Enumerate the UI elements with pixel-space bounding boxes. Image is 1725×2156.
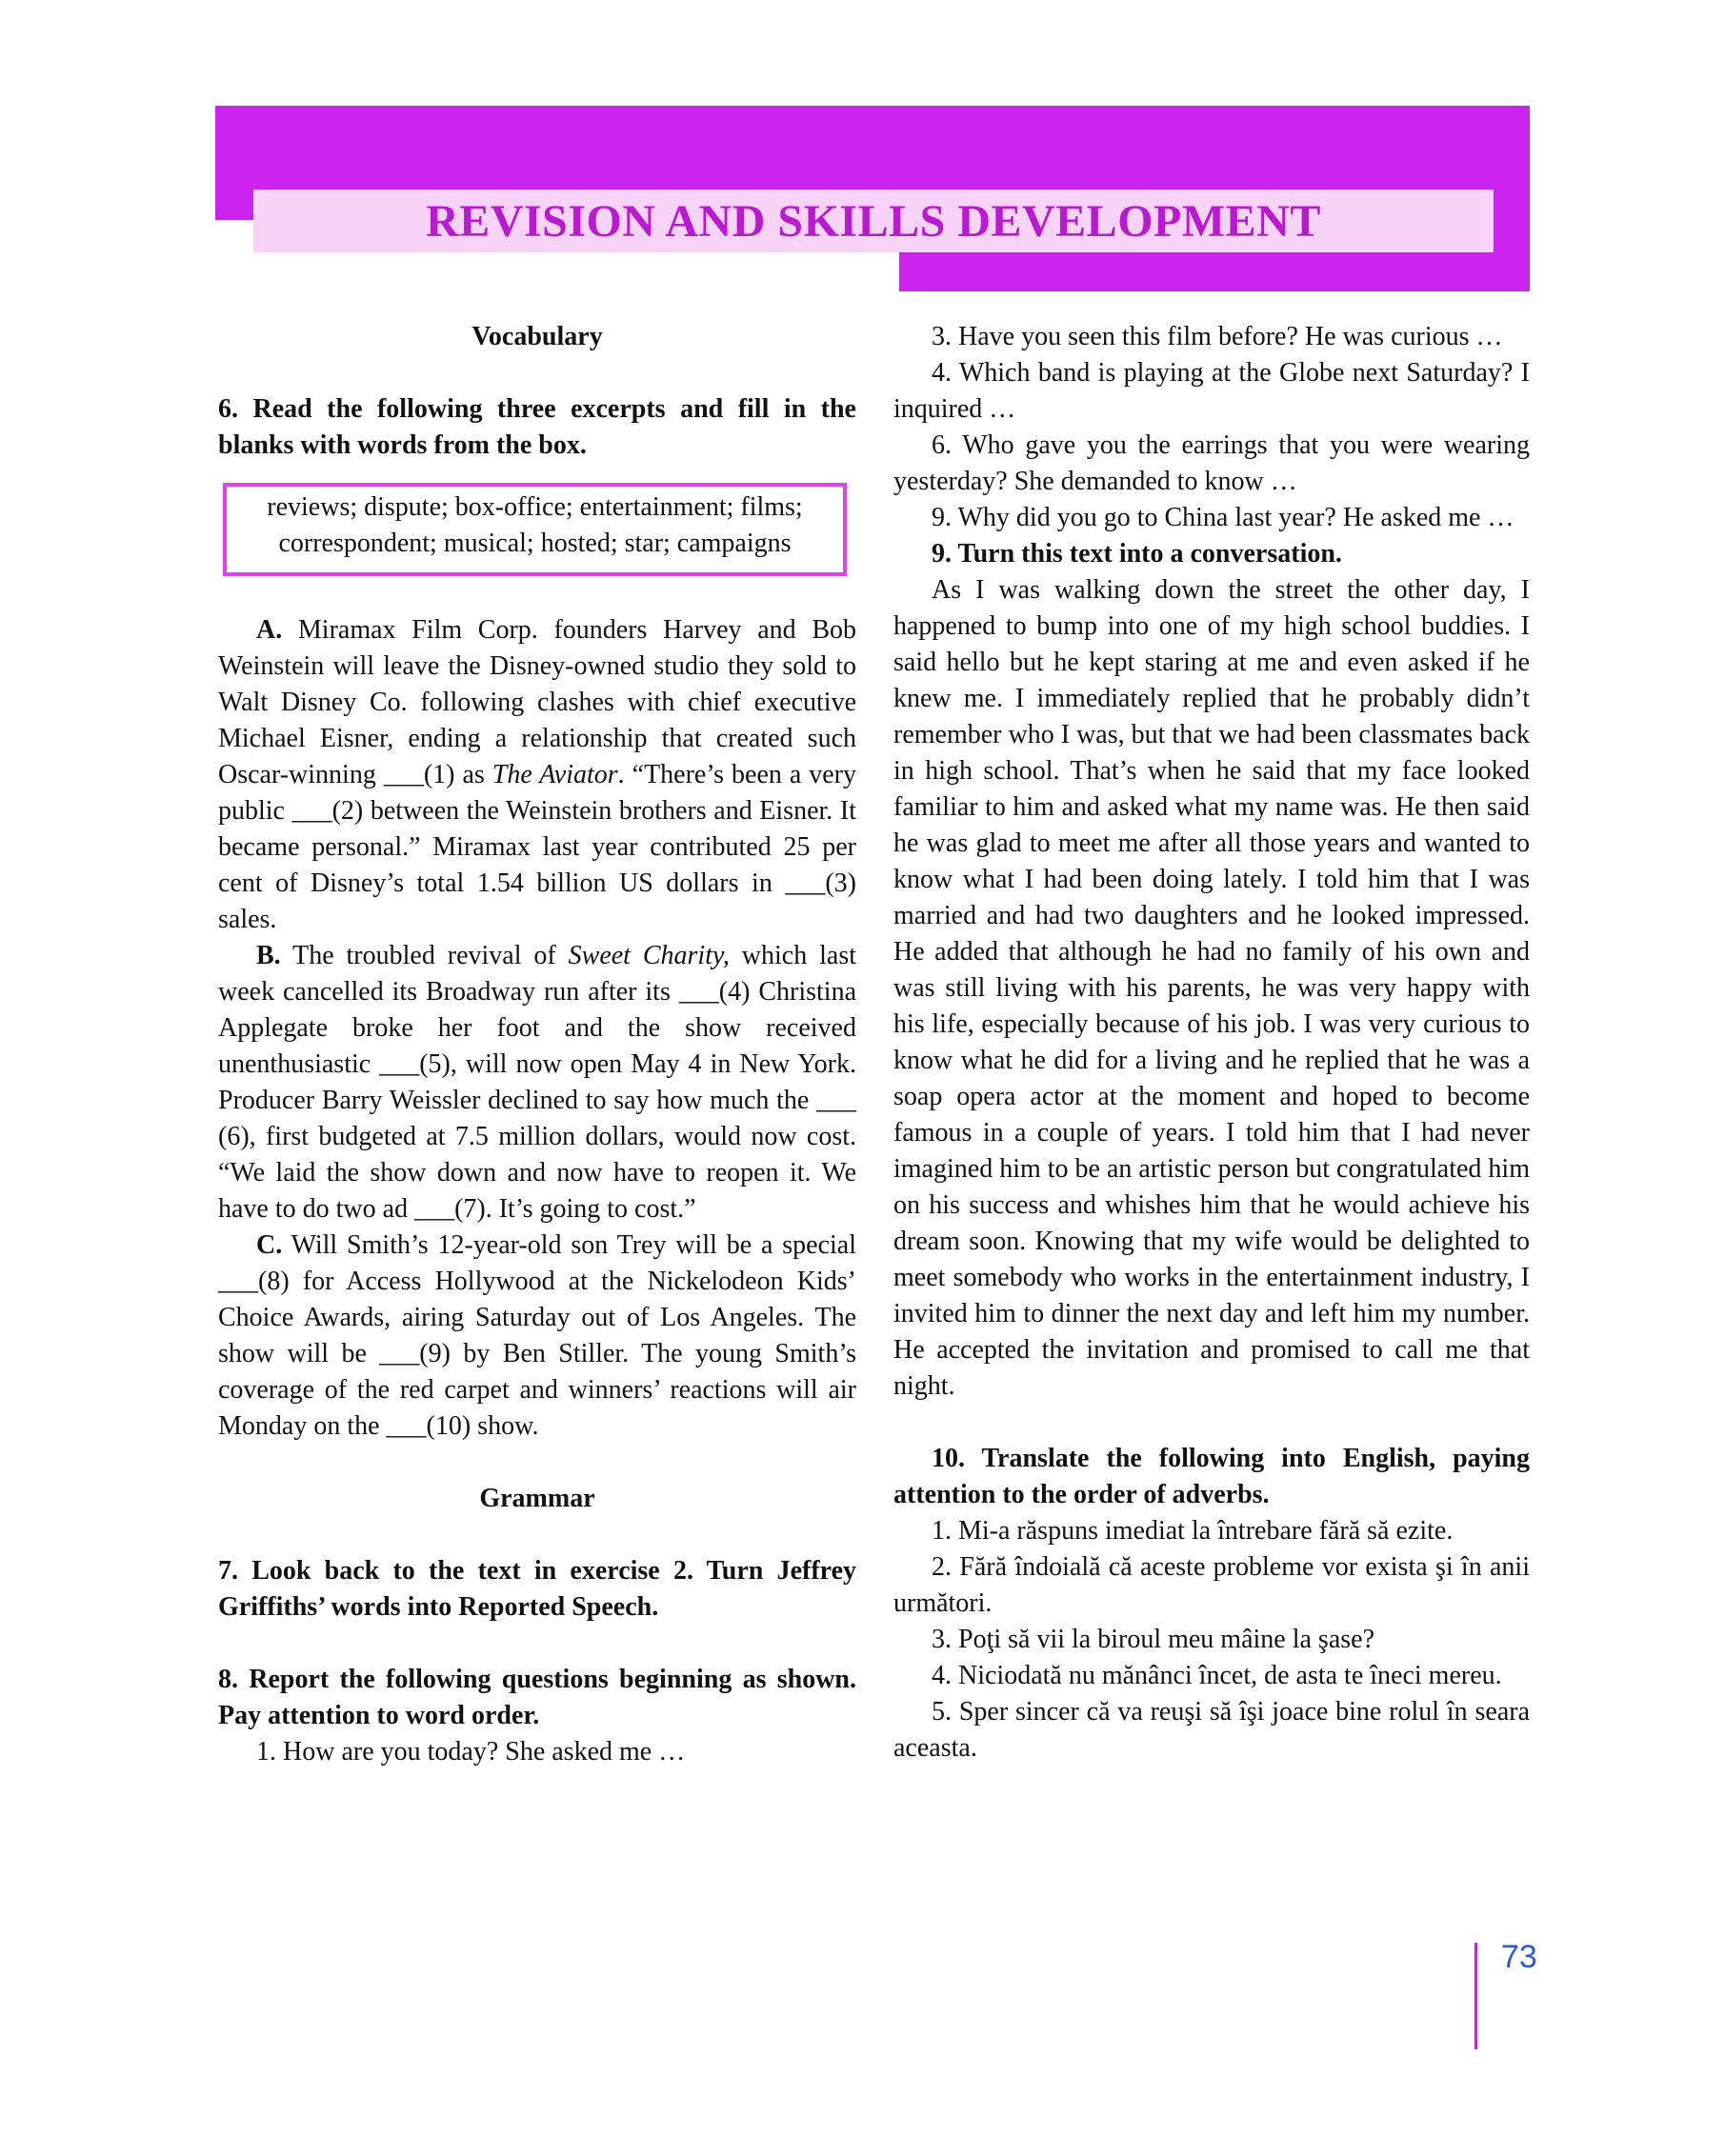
task-7-instruction: 7. Look back to the text in exercise 2. Turn Jeffrey Griffiths’ words into Reported Speech. <box>218 1556 856 1622</box>
spacer <box>218 1517 856 1553</box>
page-title: REVISION AND SKILLS DEVELOPMENT <box>426 195 1321 247</box>
translation-item-4: 4. Niciodată nu mănânci încet, de asta te îneci mereu. <box>932 1661 1502 1690</box>
excerpt-c-label: C. <box>256 1230 283 1260</box>
translation-item-1: 1. Mi-a răspuns imediat la întrebare fără să ezite. <box>932 1516 1454 1546</box>
title-band <box>253 190 1494 252</box>
excerpt-a-film-title: The Aviator <box>491 760 618 789</box>
grammar-heading: Grammar <box>479 1484 595 1513</box>
excerpt-b-text-2: which last week cancelled its Broadway run after its ___(4) Christina Applegate broke her foot and the show received unenthusiastic ___(5), will now open May 4 in New York. Producer Barry Weissler declined to say how much the ___ (6), first budgeted at 7.5 million dollars, would now cost. “We laid the show down and now have to reopen it. We have to do two ad ___(7). It’s going to cost.” <box>218 941 857 1224</box>
excerpt-b-text: The troubled revival of <box>280 941 569 970</box>
word-box-line-1: reviews; dispute; box-office; entertainment; films; <box>267 492 803 522</box>
question-6: 6. Who gave you the earrings that you were wearing yesterday? She demanded to know … <box>893 430 1530 496</box>
excerpt-b-show-title: Sweet Charity, <box>568 941 730 970</box>
task-6-instruction: 6. Read the following three excerpts and fill in the blanks with words from the box. <box>218 394 856 460</box>
question-9: 9. Why did you go to China last year? He asked me … <box>932 503 1514 532</box>
spacer <box>893 1405 1530 1441</box>
page-number-rule <box>1474 1943 1477 2049</box>
excerpt-b-label: B. <box>256 941 281 970</box>
question-3: 3. Have you seen this film before? He was curious … <box>932 322 1503 351</box>
spacer <box>218 355 856 391</box>
excerpt-a-text-2: . “There’s been a very public ___(2) between the Weinstein brothers and Eisner. It became personal.” Miramax last year contributed 25 per cent of Disney’s total 1.54 billion US dollars in ___(3) sales. <box>218 760 857 934</box>
excerpt-a-text: Miramax Film Corp. founders Harvey and Bob Weinstein will leave the Disney-owned studio they sold to Walt Disney Co. following clashes with chief executive Michael Eisner, ending a relationship that created such Oscar-winning ___(1) as <box>218 615 856 789</box>
spacer <box>218 1626 856 1662</box>
excerpt-a <box>218 612 856 938</box>
excerpt-a-label: A. <box>256 615 283 645</box>
word-box <box>223 483 847 576</box>
excerpt-c <box>218 1228 856 1445</box>
excerpt-c-text: Will Smith’s 12-year-old son Trey will be a special ___(8) for Access Hollywood at the Nickelodeon Kids’ Choice Awards, airing Saturday out of Los Angeles. The show will be ___(9) by Ben Stiller. The young Smith’s coverage of the red carpet and winners’ reactions will air Monday on the ___(10) show. <box>218 1230 856 1441</box>
task-9-instruction: 9. Turn this text into a conversation. <box>932 539 1342 569</box>
question-4: 4. Which band is playing at the Globe next Saturday? I inquired … <box>893 358 1530 424</box>
task-8-instruction: 8. Report the following questions beginning as shown. Pay attention to word order. <box>218 1665 856 1730</box>
left-column <box>218 319 856 1770</box>
translation-item-5: 5. Sper sincer că va reuşi să îşi joace bine rolul în seara aceasta. <box>893 1697 1530 1763</box>
right-column <box>893 319 1530 1767</box>
task-9-text: As I was walking down the street the other day, I happened to bump into one of my high school buddies. I said hello but he kept staring at me and even asked if he knew me. I immediately replied that he probably didn’t remember who I was, but that we had been classmates back in high school. That’s when he said that my face looked familiar to him and asked what my name was. He then said he was glad to meet me after all those years and wanted to know what I had been doing lately. I told him that I was married and had two daughters and he looked impressed. He added that although he had no family of his own and was still living with his parents, he was very happy with his life, especially because of his job. I was very curious to know what he did for a living and he replied that he was a soap opera actor at the moment and hoped to become famous in a couple of years. I told him that I had never imagined him to be an artistic person but congratulated him on his success and whishes him that he would achieve his dream soon. Knowing that my wife would be delighted to meet somebody who works in the entertainment industry, I invited him to dinner the next day and left him my number. He accepted the invitation and promised to call me that night. <box>893 575 1530 1401</box>
word-box-line-2: correspondent; musical; hosted; star; campaigns <box>278 529 792 558</box>
question-1: 1. How are you today? She asked me … <box>256 1737 686 1767</box>
translation-item-2: 2. Fără îndoială că aceste probleme vor exista şi în anii următori. <box>893 1552 1530 1618</box>
translation-item-3: 3. Poţi să vii la biroul meu mâine la şase? <box>932 1625 1375 1654</box>
page-number: 73 <box>1501 1939 1537 1975</box>
excerpt-b <box>218 938 856 1228</box>
task-10-instruction: 10. Translate the following into English, paying attention to the order of adverbs. <box>893 1444 1530 1509</box>
vocabulary-heading: Vocabulary <box>471 322 603 351</box>
spacer <box>218 1445 856 1481</box>
